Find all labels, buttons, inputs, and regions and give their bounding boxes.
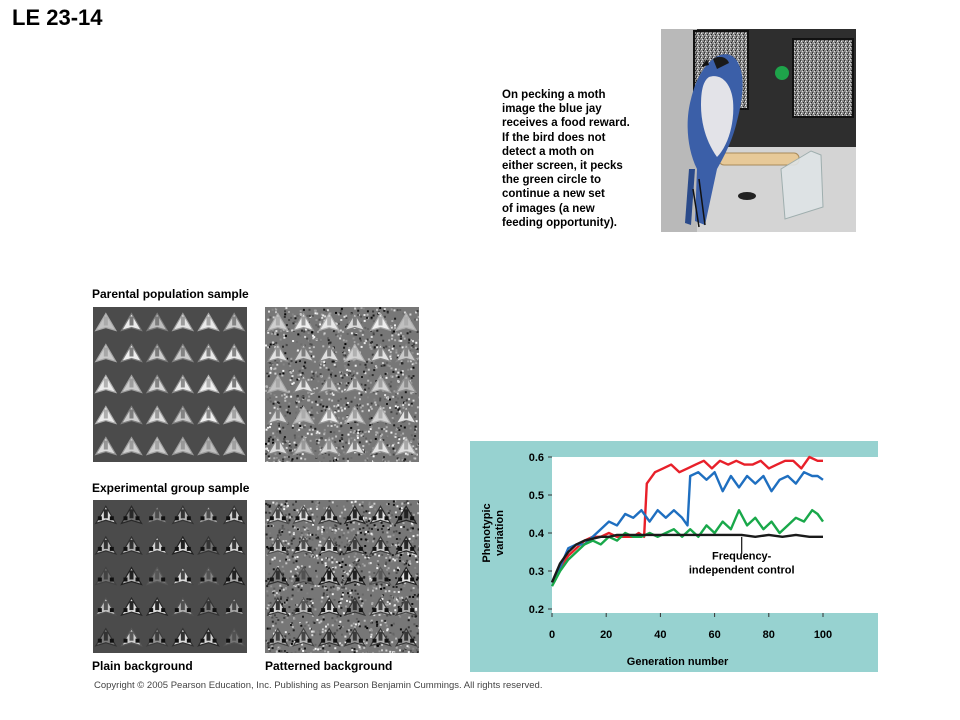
experimental-patterned-panel (265, 500, 419, 653)
y-tick-label: 0.2 (528, 604, 544, 616)
x-tick-label: 40 (654, 629, 667, 641)
caption-line: feeding opportunity). (502, 216, 617, 229)
parental-plain-panel (93, 307, 247, 462)
parental-label: Parental population sample (92, 287, 249, 301)
caption-line: the green circle to (502, 174, 602, 187)
x-axis-label: Generation number (626, 656, 729, 668)
caption-line: receives a food reward. (502, 117, 630, 130)
y-axis-label (481, 503, 506, 562)
y-axis-label-line: Phenotypic (481, 503, 493, 563)
y-tick-label: 0.5 (528, 490, 544, 502)
blue-jay-photo (661, 29, 856, 232)
parental-patterned-panel (265, 307, 419, 462)
caption-line: On pecking a moth (502, 89, 606, 101)
x-tick-label: 20 (600, 629, 613, 641)
patterned-background-label: Patterned background (265, 659, 393, 673)
caption-line: of images (a new (502, 202, 595, 215)
copyright-notice: Copyright © 2005 Pearson Education, Inc. Publishing as Pearson Benjamin Cummings. All rights reserved. (94, 680, 543, 691)
y-tick-label: 0.3 (528, 566, 544, 578)
annotation-text: independent control (688, 564, 795, 577)
caption-line: If the bird does not (502, 131, 606, 144)
caption-line: either screen, it pecks (502, 160, 623, 173)
caption-line: continue a new set (502, 188, 605, 201)
y-tick-label: 0.4 (528, 528, 544, 540)
caption-line: image the blue jay (502, 103, 602, 116)
x-tick-label: 60 (708, 629, 721, 641)
experimental-label: Experimental group sample (92, 481, 250, 495)
x-tick-label: 100 (813, 629, 833, 641)
phenotypic-variation-chart (470, 441, 878, 672)
figure-title: LE 23-14 (12, 5, 103, 30)
experimental-plain-panel (93, 500, 247, 653)
plain-background-label: Plain background (92, 659, 193, 673)
x-tick-label: 0 (548, 629, 556, 641)
x-tick-label: 80 (762, 629, 775, 641)
y-tick-label: 0.6 (528, 452, 544, 464)
caption-text (502, 88, 662, 230)
y-axis-label-line: variation (494, 510, 506, 556)
annotation-text: Frequency- (712, 550, 772, 563)
green-circle-icon (775, 66, 789, 80)
caption-line: detect a moth on (502, 145, 595, 158)
